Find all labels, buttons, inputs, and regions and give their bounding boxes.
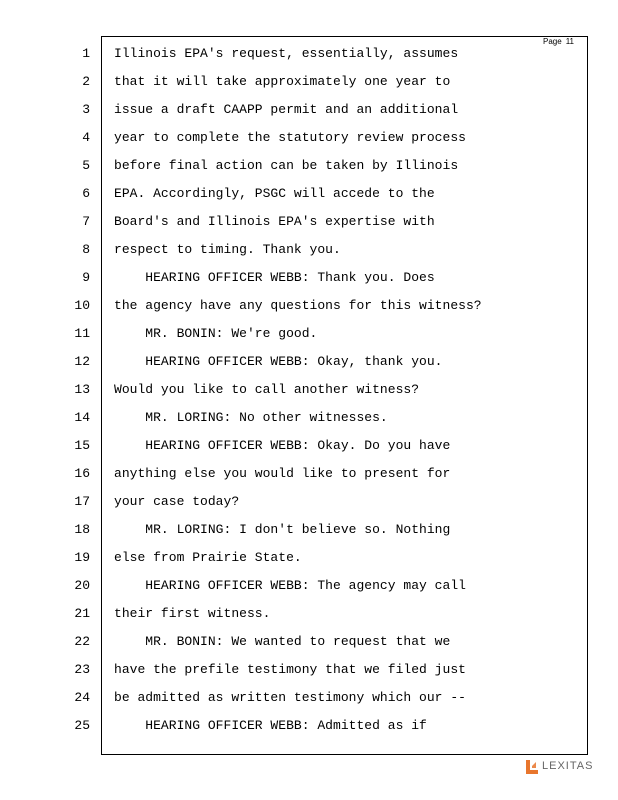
- line-text: MR. BONIN: We wanted to request that we: [114, 634, 451, 649]
- line-number: 24: [74, 690, 90, 705]
- line-text: that it will take approximately one year to: [114, 74, 451, 89]
- line-number: 17: [74, 494, 90, 509]
- line-number: 5: [82, 158, 90, 173]
- lexitas-logo-icon: [526, 758, 540, 774]
- line-number: 14: [74, 410, 90, 425]
- line-number: 12: [74, 354, 90, 369]
- line-number: 9: [82, 270, 90, 285]
- line-text: HEARING OFFICER WEBB: Okay, thank you.: [114, 354, 443, 369]
- line-text: Would you like to call another witness?: [114, 382, 420, 397]
- line-text: the agency have any questions for this witness?: [114, 298, 482, 313]
- line-number: 3: [82, 102, 90, 117]
- line-text: else from Prairie State.: [114, 550, 302, 565]
- line-number: 6: [82, 186, 90, 201]
- line-number: 18: [74, 522, 90, 537]
- line-number: 23: [74, 662, 90, 677]
- line-number: 7: [82, 214, 90, 229]
- line-number: 19: [74, 550, 90, 565]
- line-text: respect to timing. Thank you.: [114, 242, 341, 257]
- line-text: HEARING OFFICER WEBB: The agency may call: [114, 578, 466, 593]
- line-text: have the prefile testimony that we filed just: [114, 662, 466, 677]
- line-text: EPA. Accordingly, PSGC will accede to the: [114, 186, 435, 201]
- line-text: MR. BONIN: We're good.: [114, 326, 318, 341]
- line-number: 8: [82, 242, 90, 257]
- line-number: 15: [74, 438, 90, 453]
- lexitas-logo: [526, 757, 593, 775]
- page-number-value: 11: [565, 37, 574, 46]
- line-text: MR. LORING: I don't believe so. Nothing: [114, 522, 451, 537]
- line-text: HEARING OFFICER WEBB: Okay. Do you have: [114, 438, 451, 453]
- page-label-text: Page: [543, 37, 562, 46]
- page-number: [543, 37, 574, 47]
- line-number: 2: [82, 74, 90, 89]
- line-text: year to complete the statutory review process: [114, 130, 466, 145]
- line-number: 21: [74, 606, 90, 621]
- line-number: 22: [74, 634, 90, 649]
- line-number: 4: [82, 130, 90, 145]
- line-number: 16: [74, 466, 90, 481]
- line-text: Illinois EPA's request, essentially, assumes: [114, 46, 459, 61]
- line-text: HEARING OFFICER WEBB: Admitted as if: [114, 718, 427, 733]
- line-text: Board's and Illinois EPA's expertise with: [114, 214, 435, 229]
- line-text: their first witness.: [114, 606, 271, 621]
- line-number: 10: [74, 298, 90, 313]
- line-number: 25: [74, 718, 90, 733]
- line-text: HEARING OFFICER WEBB: Thank you. Does: [114, 270, 435, 285]
- line-text: before final action can be taken by Illinois: [114, 158, 459, 173]
- lexitas-logo-text: LEXITAS: [542, 760, 594, 772]
- line-number: 20: [74, 578, 90, 593]
- line-number: 11: [74, 326, 90, 341]
- line-text: MR. LORING: No other witnesses.: [114, 410, 388, 425]
- line-number: 13: [74, 382, 90, 397]
- line-text: issue a draft CAAPP permit and an additional: [114, 102, 459, 117]
- line-number: 1: [82, 46, 90, 61]
- line-text: your case today?: [114, 494, 240, 509]
- line-text: anything else you would like to present for: [114, 466, 451, 481]
- line-text: be admitted as written testimony which our --: [114, 690, 466, 705]
